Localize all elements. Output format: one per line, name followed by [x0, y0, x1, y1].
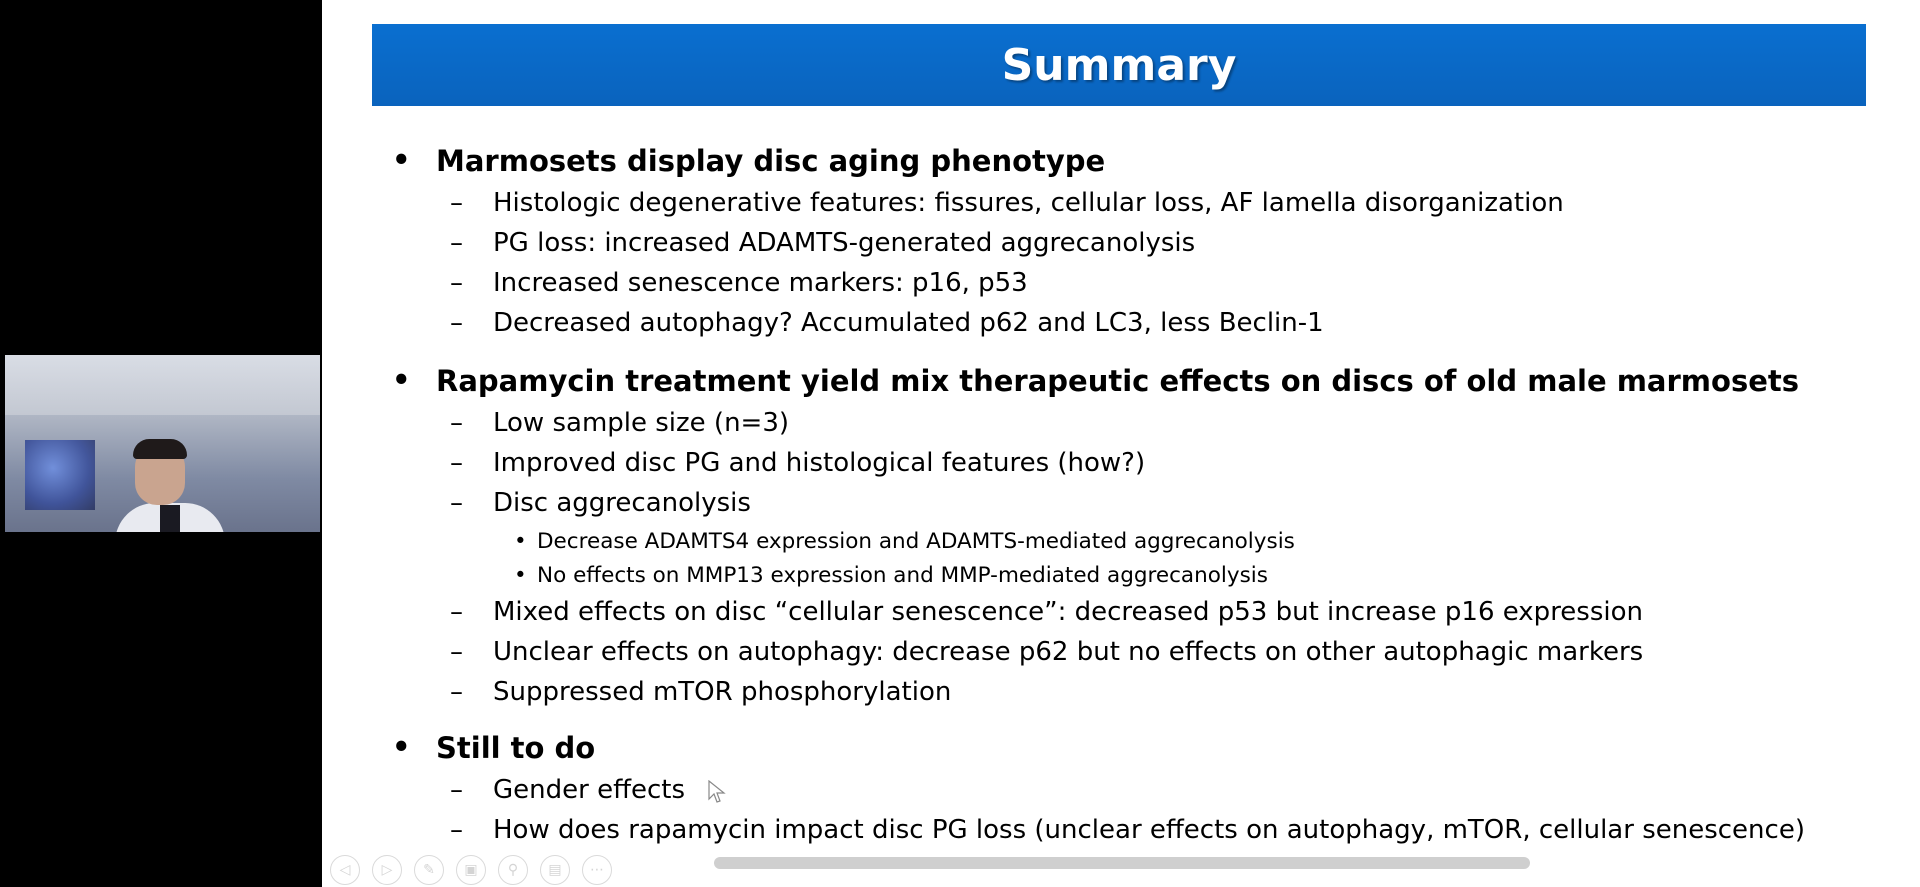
- section-heading-text: Marmosets display disc aging phenotype: [436, 144, 1106, 178]
- zoom-icon[interactable]: ⚲: [498, 855, 528, 885]
- horizontal-scrollbar[interactable]: [714, 857, 1530, 869]
- dash-glyph: –: [450, 268, 463, 298]
- dash-glyph: –: [450, 815, 463, 845]
- slide-title: Summary: [1001, 39, 1237, 91]
- subtitles-icon[interactable]: ▤: [540, 855, 570, 885]
- dash-glyph: –: [450, 308, 463, 338]
- bullet-glyph: •: [392, 363, 411, 397]
- sub-bullet-glyph: •: [514, 563, 527, 588]
- dash-glyph: –: [450, 775, 463, 805]
- bullet-glyph: •: [392, 730, 411, 764]
- section-heading-text: Still to do: [436, 731, 596, 765]
- bullet-glyph: •: [392, 143, 411, 177]
- list-item-text: Mixed effects on disc “cellular senescence”: decreased p53 but increase p16 expression: [493, 597, 1644, 627]
- list-item-text: How does rapamycin impact disc PG loss (unclear effects on autophagy, mTOR, cellular senescence): [493, 815, 1805, 845]
- dash-glyph: –: [450, 488, 463, 518]
- section-heading-text: Rapamycin treatment yield mix therapeutic effects on discs of old male marmosets: [436, 364, 1799, 398]
- mouse-cursor-icon: [708, 780, 726, 804]
- sub-bullet-glyph: •: [514, 529, 527, 554]
- pen-icon[interactable]: ✎: [414, 855, 444, 885]
- dash-glyph: –: [450, 228, 463, 258]
- dash-glyph: –: [450, 597, 463, 627]
- list-item-text: PG loss: increased ADAMTS-generated aggrecanolysis: [493, 228, 1196, 258]
- slide-content: [322, 0, 1920, 887]
- dash-glyph: –: [450, 448, 463, 478]
- sub-list-item-text: Decrease ADAMTS4 expression and ADAMTS-mediated aggrecanolysis: [537, 529, 1295, 554]
- sub-list-item-text: No effects on MMP13 expression and MMP-mediated aggrecanolysis: [537, 563, 1268, 588]
- list-item-text: Unclear effects on autophagy: decrease p62 but no effects on other autophagic markers: [493, 637, 1644, 667]
- list-item-text: Improved disc PG and histological features (how?): [493, 448, 1146, 478]
- list-item-text: Suppressed mTOR phosphorylation: [493, 677, 952, 707]
- next-icon[interactable]: ▷: [372, 855, 402, 885]
- list-item-text: Decreased autophagy? Accumulated p62 and LC3, less Beclin-1: [493, 308, 1324, 338]
- list-item-text: Histologic degenerative features: fissures, cellular loss, AF lamella disorganization: [493, 188, 1564, 218]
- list-item-text: Low sample size (n=3): [493, 408, 790, 438]
- dash-glyph: –: [450, 677, 463, 707]
- prev-icon[interactable]: ◁: [330, 855, 360, 885]
- presenter-hair: [133, 439, 187, 459]
- slideshow-toolbar: [330, 855, 612, 885]
- list-item-text: Increased senescence markers: p16, p53: [493, 268, 1028, 298]
- dash-glyph: –: [450, 408, 463, 438]
- list-item-text: Gender effects: [493, 775, 686, 805]
- presentation-slide: [322, 0, 1920, 887]
- presenter-tie: [160, 505, 180, 532]
- list-item-text: Disc aggrecanolysis: [493, 488, 751, 518]
- webcam-ceiling: [5, 355, 320, 415]
- slides-icon[interactable]: ▣: [456, 855, 486, 885]
- webcam-window-light: [25, 440, 95, 510]
- more-icon[interactable]: ⋯: [582, 855, 612, 885]
- presenter-webcam-video: [5, 355, 320, 532]
- dash-glyph: –: [450, 637, 463, 667]
- dash-glyph: –: [450, 188, 463, 218]
